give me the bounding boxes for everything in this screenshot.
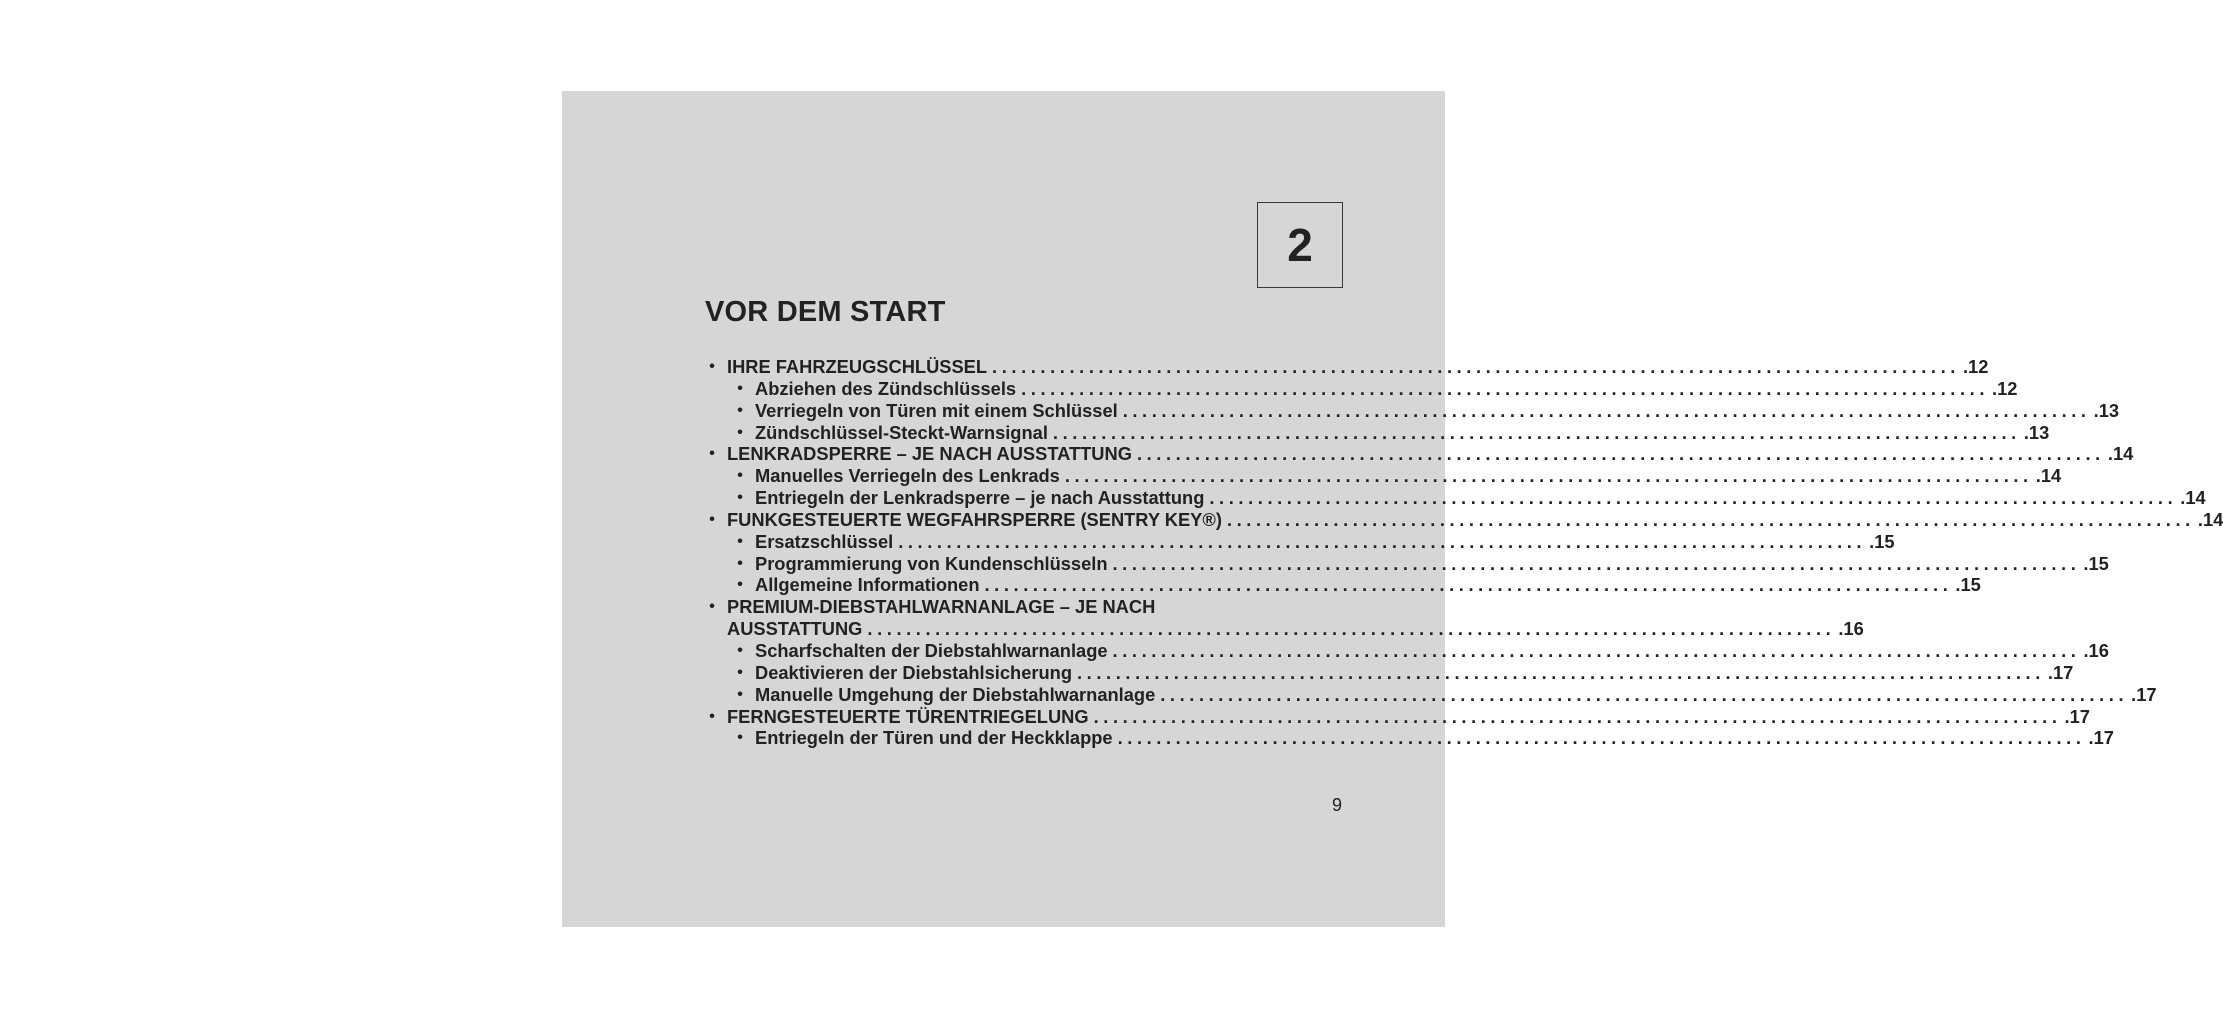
toc-entry [705,443,2134,465]
toc-entry-page: .15 [1955,574,1981,596]
toc-entry [705,377,2018,400]
bullet: • [737,489,743,507]
toc-entry-line [755,465,2062,487]
toc-entry-page: .17 [2088,727,2114,749]
toc-entry [705,421,2050,444]
dot-leader: .................................................................................................... [1064,465,2033,487]
table-of-contents [705,356,2223,749]
toc-entry-line [755,661,2074,684]
toc-entry-line [755,399,2120,422]
toc-entry-line [755,727,2114,749]
toc-entry-line [755,421,2050,444]
bullet: • [737,729,743,747]
toc-entry-page: .14 [2180,487,2206,509]
toc-entry-line [727,596,1345,618]
toc-entry-title: Verriegeln von Türen mit einem Schlüssel [755,399,1118,421]
toc-entry-title: Programmierung von Kundenschlüsseln [755,552,1108,574]
toc-entry-page: .13 [2093,399,2120,421]
toc-entry [705,508,2223,531]
toc-entry-title: IHRE FAHRZEUGSCHLÜSSEL [727,356,988,377]
toc-entry-line [727,356,1989,378]
toc-entry-title: Scharfschalten der Diebstahlwarnanlage [755,639,1108,661]
toc-entry-page: .14 [2107,443,2134,465]
bullet: • [709,510,715,528]
bullet: • [737,423,743,441]
toc-entry-page: .14 [2035,465,2062,487]
toc-entry-page: .17 [2047,661,2074,683]
toc-entry-title: Entriegeln der Lenkradsperre – je nach Ausstattung [755,487,1205,509]
toc-entry-line [755,487,2206,509]
dot-leader: .................................................................................................... [1117,727,2086,749]
dot-leader: .................................................................................................... [1226,508,2195,530]
toc-entry-page: .17 [2131,683,2157,705]
toc-entry-page: .14 [2197,508,2223,530]
toc-entry [705,399,2120,422]
page-number: 9 [1332,795,1343,815]
toc-entry-line [755,574,1981,596]
dot-leader: .................................................................................................... [1122,399,2091,421]
toc-entry-page: .13 [2023,421,2050,443]
toc-entry-line [727,705,2090,728]
toc-entry-title: FERNGESTEUERTE TÜRENTRIEGELUNG [727,705,1089,727]
toc-entry-title: Entriegeln der Türen und der Heckklappe [755,727,1113,749]
toc-entry [705,683,2157,706]
bullet: • [737,554,743,572]
bullet: • [737,641,743,659]
dot-leader: .................................................................................................... [867,618,1836,640]
dot-leader: .................................................................................................... [1209,487,2178,509]
toc-entry-title: AUSSTATTUNG [727,618,863,640]
toc-entry [705,574,1981,596]
toc-entry-title: PREMIUM-DIEBSTAHLWARNANLAGE – JE NACH [727,596,1156,618]
toc-entry [705,356,1989,378]
page-title: VOR DEM START [705,296,946,328]
toc-entry-page: .12 [1962,356,1989,377]
toc-entry-page: .16 [2083,639,2109,661]
chapter-number: 2 [1287,219,1313,271]
dot-leader: .................................................................................................... [1136,443,2105,465]
bullet: • [737,379,743,397]
toc-entry-page: .12 [1992,377,2018,399]
toc-entry-page: .15 [2083,552,2109,574]
chapter-number-box [1257,202,1343,288]
bullet: • [709,358,715,375]
dot-leader: .................................................................................................... [1021,377,1990,399]
toc-entry-title: FUNKGESTEUERTE WEGFAHRSPERRE (SENTRY KEY®) [727,508,1222,530]
toc-entry [705,487,2206,509]
toc-entry-title: Abziehen des Zündschlüssels [755,377,1017,399]
bullet: • [709,707,715,725]
toc-entry-title: Manuelles Verriegeln des Lenkrads [755,465,1060,487]
toc-entry-page: .17 [2064,705,2090,727]
toc-entry [705,552,2109,575]
bullet: • [709,598,715,616]
dot-leader: .................................................................................................... [1052,421,2021,443]
toc-entry-page: .15 [1869,530,1895,552]
toc-entry [705,727,2114,749]
bullet: • [737,576,743,594]
page-panel [562,91,2223,927]
bullet: • [737,532,743,550]
toc-entry-title: Allgemeine Informationen [755,574,980,596]
toc-entry-title: Ersatzschlüssel [755,530,894,552]
bullet: • [709,445,715,463]
dot-leader: .................................................................................................... [898,530,1867,552]
toc-entry [705,596,1345,618]
bullet: • [737,467,743,485]
toc-entry-title: Manuelle Umgehung der Diebstahlwarnanlage [755,683,1156,705]
toc-entry-line [727,618,1864,640]
toc-entry-title: LENKRADSPERRE – JE NACH AUSSTATTUNG [727,443,1132,465]
toc-entry [705,639,2109,662]
dot-leader: .................................................................................................... [992,356,1960,377]
dot-leader: .................................................................................................... [1093,705,2062,727]
toc-entry-line [727,443,2134,465]
dot-leader: .................................................................................................... [1077,661,2045,683]
dot-leader: .................................................................................................... [1112,552,2081,574]
toc-entry-line [755,552,2109,575]
toc-entry [705,661,2074,684]
toc-entry [705,530,1895,553]
dot-leader: .................................................................................................... [1160,683,2129,705]
bullet: • [737,663,743,681]
toc-entry-line [755,639,2109,662]
toc-entry-line [755,377,2018,400]
dot-leader: .................................................................................................... [984,574,1953,596]
toc-entry-line [755,530,1895,553]
toc-entry [705,465,2062,487]
toc-entry-line [727,508,2223,531]
toc-entry-line [755,683,2157,706]
dot-leader: .................................................................................................... [1112,639,2081,661]
bullet: • [737,401,743,419]
toc-entry-page: .16 [1838,618,1864,640]
bullet: • [737,685,743,703]
toc-entry [705,705,2090,728]
toc-entry-title: Deaktivieren der Diebstahlsicherung [755,661,1072,683]
toc-entry [705,618,1864,640]
toc-entry-title: Zündschlüssel-Steckt-Warnsignal [755,421,1048,443]
